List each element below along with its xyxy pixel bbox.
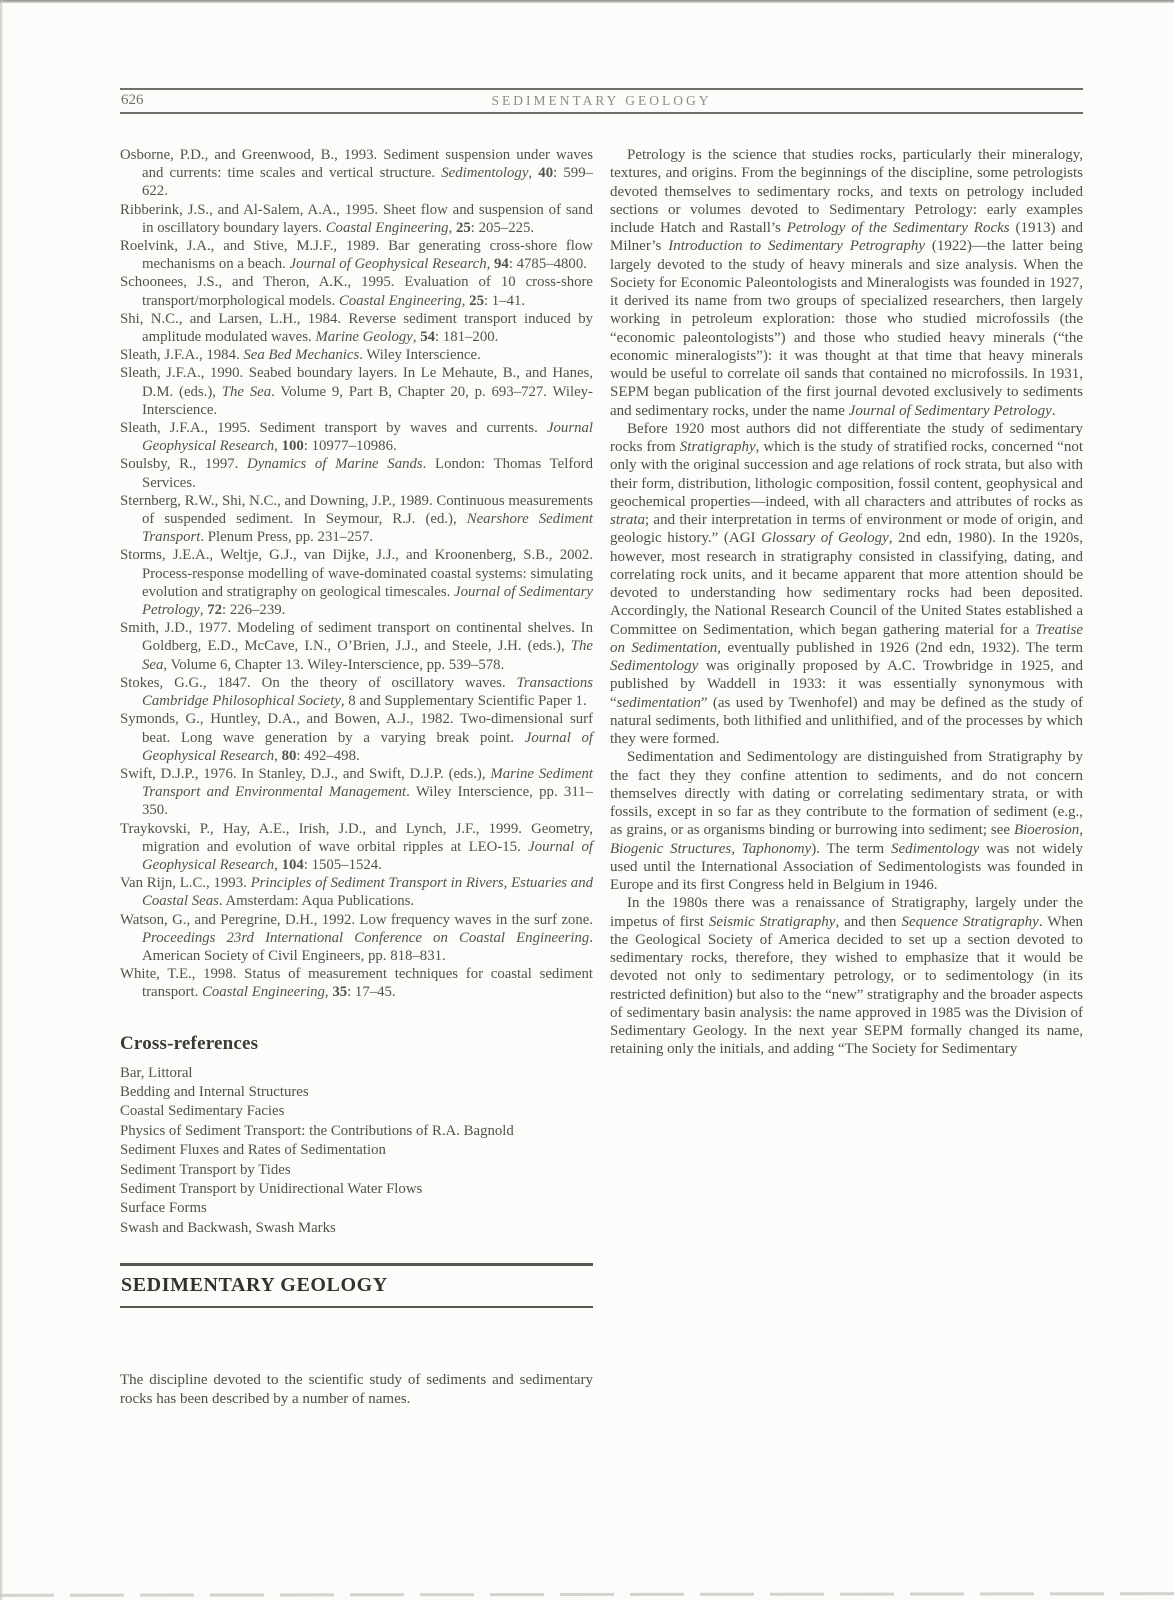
cross-reference-item: Sediment Fluxes and Rates of Sedimentation — [120, 1142, 386, 1159]
body-paragraph: Sedimentation and Sedimentology are distinguished from Stratigraphy by the fact they they confine attention to sediments, and do not concern themselves directly with dating or correlating sedimentary strata, or with fossils, except in so far as they contribute to the formation of sediment (e.g., as grains, or as organisms binding or burrowing into sediment; see Bioerosion, Biogenic Structures, Taphonomy). The term Sedimentology was not widely used until the International Association of Sedimentologists was founded in Europe and its first Congress held in Belgium in 1946. — [610, 749, 1083, 893]
scan-edge-left — [0, 0, 3, 1600]
reference-entry: Ribberink, J.S., and Al-Salem, A.A., 1995. Sheet flow and suspension of sand in oscillatory boundary layers. Coastal Engineering, 25: 205–225. — [120, 201, 593, 236]
left-column — [120, 146, 593, 1409]
reference-entry: Sleath, J.F.A., 1995. Sediment transport by waves and currents. Journal Geophysical Research, 100: 10977–10986. — [120, 420, 593, 455]
body-paragraph: In the 1980s there was a renaissance of Stratigraphy, largely under the impetus of first Seismic Stratigraphy, and then Sequence Stratigraphy. When the Geological Society of America decided to set up a section devoted to sedimentary rocks, therefore, they wished to emphasize that it would be devoted not only to sedimentary petrology, or to sedimentology (in its restricted definition) but also to the “new” stratigraphy and the broader aspects of sedimentary basin analysis: the name approved in 1985 was the Division of Sedimentary Geology. In the next year SEPM formally changed its name, retaining only the initials, and adding “The Society for Sedimentary — [610, 895, 1084, 1058]
reference-entry: Van Rijn, L.C., 1993. Principles of Sediment Transport in Rivers, Estuaries and Coastal Seas. Amsterdam: Aqua Publications. — [120, 875, 594, 910]
cross-reference-item: Physics of Sediment Transport: the Contributions of R.A. Bagnold — [120, 1122, 514, 1139]
cross-references-heading: Cross-references — [120, 1032, 259, 1054]
reference-entry: Shi, N.C., and Larsen, L.H., 1984. Reverse sediment transport induced by amplitude modulated waves. Marine Geology, 54: 181–200. — [120, 310, 593, 346]
entry-rule-bottom — [120, 1306, 593, 1309]
reference-entry: Sternberg, R.W., Shi, N.C., and Downing, J.P., 1989. Continuous measurements of suspended sediment. In Seymour, R.J. (ed.), Nearshore Sediment Transport. Plenum Press, pp. 231–257. — [120, 492, 593, 546]
body-paragraph: Petrology is the science that studies rocks, particularly their mineralogy, textures, and origins. From the beginnings of the discipline, some petrologists devoted themselves to sedimentary rocks, and texts on petrology included sections or volumes devoted to Sedimentary Petrology: early examples include Hatch and Rastall’s Petrology of the Sedimentary Rocks (1913) and Milner’s Introduction to Sedimentary Petrography (1922)—the latter being largely devoted to the study of heavy minerals and size analysis. When the Society for Economic Paleontologists and Mineralogists was founded in 1927, it derived its name from two groups of specialized researchers, then largely working in petroleum exploration: those who studied microfossils (the “economic paleontologists”) and those who studied heavy minerals (“the economic mineralogists”): it was thought at that time that heavy minerals would be useful to correlate oil sands that contained no microfossils. In 1931, SEPM began publication of the first journal devoted exclusively to sediments and sedimentary rocks, under the name Journal of Sedimentary Petrology. — [610, 147, 1083, 419]
reference-entry: Swift, D.J.P., 1976. In Stanley, D.J., and Swift, D.J.P. (eds.), Marine Sediment Transport and Environmental Management. Wiley Interscience, pp. 311–350. — [120, 765, 593, 819]
cross-reference-item: Bedding and Internal Structures — [120, 1083, 309, 1100]
cross-reference-item: Coastal Sedimentary Facies — [120, 1103, 285, 1120]
reference-entry: Smith, J.D., 1977. Modeling of sediment transport on continental shelves. In Goldberg, E.D., McCave, I.N., O’Brien, J.J., and Steele, J.H. (eds.), The Sea, Volume 6, Chapter 13. Wiley-Interscience, pp. 539–578. — [120, 620, 593, 673]
entry-intro-paragraph: The discipline devoted to the scientific study of sediments and sedimentary rocks has been described by a number of names. — [120, 1372, 593, 1408]
cross-reference-item: Surface Forms — [120, 1200, 207, 1217]
reference-entry: Watson, G., and Peregrine, D.H., 1992. Low frequency waves in the surf zone. Proceedings 23rd International Conference on Coastal Engineering. American Society of Civil Engineers, pp. 818–831. — [120, 911, 593, 964]
cross-reference-item: Sediment Transport by Tides — [120, 1161, 291, 1178]
reference-entry: Osborne, P.D., and Greenwood, B., 1993. Sediment suspension under waves and currents: time scales and vertical structure. Sedimentology, 40: 599–622. — [120, 147, 593, 200]
scan-edge-bottom — [0, 1592, 1174, 1597]
reference-entry: Sleath, J.F.A., 1984. Sea Bed Mechanics. Wiley Interscience. — [120, 347, 481, 364]
page-number: 626 — [121, 92, 144, 108]
header-rule-bottom — [120, 112, 1083, 114]
body-paragraph: Before 1920 most authors did not differentiate the study of sedimentary rocks from Stratigraphy, which is the study of stratified rocks, concerned “not only with the original succession and age relations of rock strata, but also with their form, distribution, lithologic composition, fossil content, geophysical and geochemical properties—indeed, with all characters and attributes of rocks as strata; and their interpretation in terms of environment or mode of origin, and geologic history.” (AGI Glossary of Geology, 2nd edn, 1980). In the 1920s, however, most research in stratigraphy consisted in classifying, dating, and correlating rock units, and it became apparent that more attention should be devoted to understanding how sedimentary rocks had been deposited. Accordingly, the National Research Council of the United States established a Committee on Sedimentation, which began gathering material for a Treatise on Sedimentation, eventually published in 1926 (2nd edn, 1932). The term Sedimentology was originally proposed by A.C. Trowbridge in 1925, and published by Waddell in 1933: it was essentially synonymous with “sedimentation” (as used by Twenhofel) and may be defined as the study of natural sediments, both lithified and unlithified, and of the processes by which they were formed. — [610, 420, 1083, 747]
running-header-title: SEDIMENTARY GEOLOGY — [491, 93, 712, 108]
entry-heading-block — [120, 1263, 593, 1308]
reference-entry: Traykovski, P., Hay, A.E., Irish, J.D., and Lynch, J.F., 1999. Geometry, migration and evolution of wave orbital ripples at LEO-15. Journal of Geophysical Research, 104: 1505–1524. — [120, 820, 593, 873]
reference-entry: Storms, J.E.A., Weltje, G.J., van Dijke, J.J., and Kroonenberg, S.B., 2002. Process-response modelling of wave-dominated coastal systems: simulating evolution and stratigraphy on geological timescales. Journal of Sedimentary Petrology, 72: 226–239. — [120, 547, 593, 619]
cross-references-list — [120, 1064, 593, 1239]
reference-entry: Symonds, G., Huntley, D.A., and Bowen, A.J., 1982. Two-dimensional surf beat. Long wave generation by a varying break point. Journal of Geophysical Research, 80: 492–498. — [120, 711, 593, 764]
scan-edge-top — [0, 0, 1174, 3]
reference-entry: Soulsby, R., 1997. Dynamics of Marine Sands. London: Thomas Telford Services. — [120, 456, 593, 491]
cross-reference-item: Swash and Backwash, Swash Marks — [120, 1219, 336, 1236]
reference-entry: Roelvink, J.A., and Stive, M.J.F., 1989. Bar generating cross-shore flow mechanisms on a beach. Journal of Geophysical Research, 94: 4785–4800. — [120, 238, 593, 273]
entry-title: SEDIMENTARY GEOLOGY — [121, 1273, 388, 1296]
reference-entry: Sleath, J.F.A., 1990. Seabed boundary layers. In Le Mehaute, B., and Hanes, D.M. (eds.), The Sea. Volume 9, Part B, Chapter 20, p. 693–727. Wiley-Interscience. — [120, 365, 593, 418]
right-column — [610, 146, 1083, 1059]
cross-reference-item: Sediment Transport by Unidirectional Water Flows — [120, 1180, 423, 1197]
reference-entry: Schoonees, J.S., and Theron, A.K., 1995. Evaluation of 10 cross-shore transport/morphological models. Coastal Engineering, 25: 1–41. — [120, 274, 593, 309]
reference-entry: Stokes, G.G., 1847. On the theory of oscillatory waves. Transactions Cambridge Philosophical Society, 8 and Supplementary Scientific Paper 1. — [120, 674, 593, 710]
cross-reference-item: Bar, Littoral — [120, 1064, 193, 1081]
references-list — [120, 146, 593, 1002]
reference-entry: White, T.E., 1998. Status of measurement techniques for coastal sediment transport. Coastal Engineering, 35: 17–45. — [120, 966, 593, 1001]
header-rule-top — [120, 88, 1083, 90]
